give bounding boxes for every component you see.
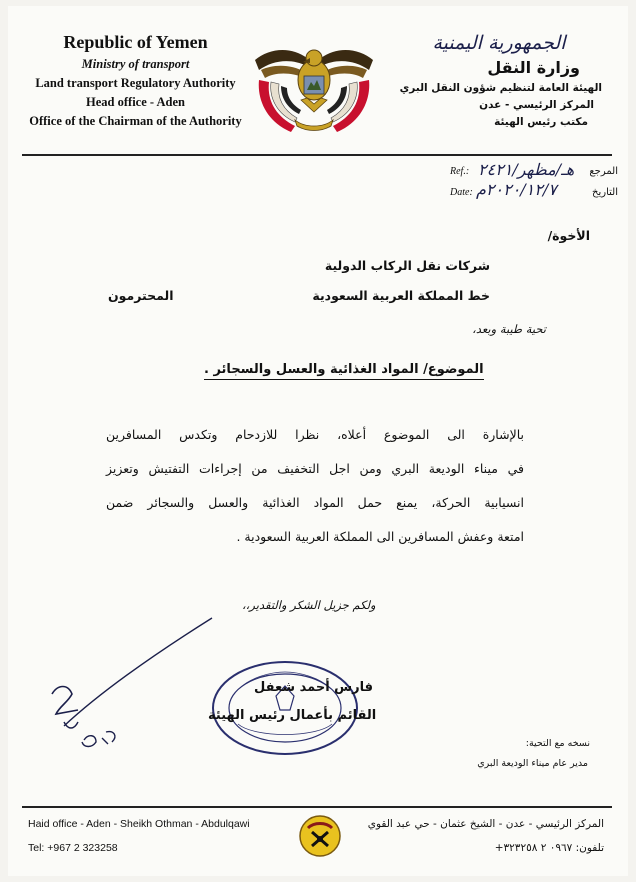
header-ar-head-office: المركز الرئيسي - عدن <box>479 99 594 111</box>
header-ar-authority: الهيئة العامة لتنظيم شؤون النقل البري <box>399 82 602 94</box>
header-en <box>28 32 243 129</box>
copy-label: نسخه مع التحية: <box>525 738 590 749</box>
signatory-name: فارس أحمد شعفل <box>254 680 373 695</box>
salutation: الأخوة/ <box>547 228 590 243</box>
ref-label-ar: المرجع <box>589 166 618 177</box>
letter-page <box>8 6 628 876</box>
ref-label-en: Ref.: <box>450 166 470 177</box>
header-en-country: Republic of Yemen <box>63 32 208 52</box>
signature-mark-icon <box>34 614 234 754</box>
greeting: تحية طيبة وبعد، <box>472 322 546 336</box>
yemen-emblem-icon <box>251 36 377 140</box>
reference-block <box>428 160 618 206</box>
footer-logo-icon <box>298 814 342 858</box>
header-ar <box>396 32 602 128</box>
closing: ولكم جزيل الشكر والتقدير،، <box>242 598 376 612</box>
header-en-authority: Land transport Regulatory Authority <box>35 76 236 90</box>
footer-ar-address: المركز الرئيسي - عدن - الشيخ عثمان - حي عبد القوي <box>367 818 604 830</box>
body-line-4: امتعة وعفش المسافرين الى المملكة العربية السعودية . <box>236 529 524 544</box>
body-line-3: انسيابية الحركة، يمنع حمل المواد الغذائية والعسل والسجائر ضمن <box>106 495 524 510</box>
header-divider <box>22 154 612 156</box>
ref-value: هـ/مظهر/٢٤٢١ <box>478 160 575 179</box>
letter-body <box>106 418 524 554</box>
header-en-office: Office of the Chairman of the Authority <box>29 114 242 128</box>
body-line-1: بالإشارة الى الموضوع أعلاه، نظرا للازدحام وتكدس المسافرين <box>106 427 524 442</box>
footer-en-address: Haid office - Aden - Sheikh Othman - Abdulqawi <box>28 818 250 830</box>
addressee-line1: شركات نقل الركاب الدولية <box>324 258 490 273</box>
footer-ar-phone: تلفون: ٠٩٦٧ ٢ ٣٢٣٢٥٨+ <box>494 842 604 854</box>
subject: الموضوع/ المواد الغذائية والعسل والسجائر . <box>204 362 484 380</box>
date-value: ٢٠٢٠/١٢/٧م <box>476 180 557 199</box>
addressee-line2: خط المملكة العربية السعودية <box>312 288 490 303</box>
footer-en-phone: Tel: +967 2 323258 <box>28 842 118 854</box>
date-label-ar: التاريخ <box>592 187 618 198</box>
date-label-en: Date: <box>450 187 473 198</box>
header-ar-ministry: وزارة النقل <box>487 58 580 77</box>
header-ar-office: مكتب رئيس الهيئة <box>494 116 588 128</box>
signatory-title: القائم بأعمال رئيس الهيئة <box>208 708 377 723</box>
respected-label: المحترمون <box>108 288 174 303</box>
copy-item: مدير عام ميناء الوديعة البري <box>477 758 588 769</box>
header-en-ministry: Ministry of transport <box>81 57 190 71</box>
header-en-head-office: Head office - Aden <box>86 95 185 109</box>
body-line-2: في ميناء الوديعة البري ومن اجل التخفيف من إجراءات التفتيش وتعزيز <box>106 461 524 476</box>
footer-divider <box>22 806 612 808</box>
header-ar-country: الجمهورية اليمنية <box>432 32 566 54</box>
